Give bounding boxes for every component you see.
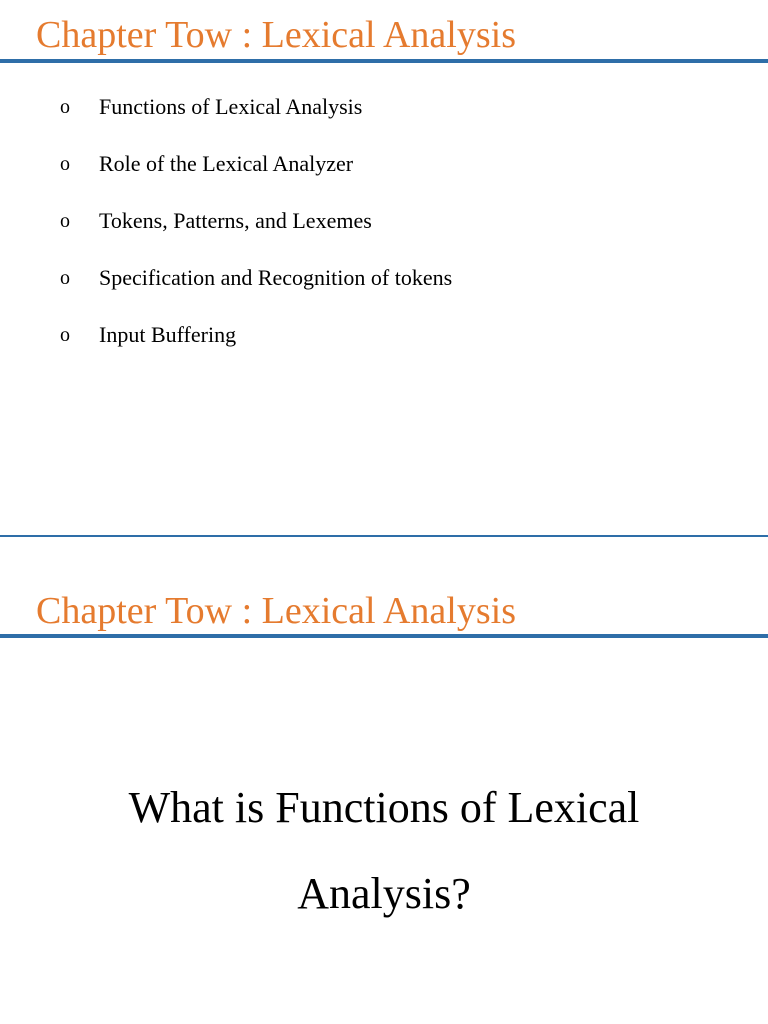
- bullet-marker: o: [60, 210, 70, 232]
- question-line: What is Functions of Lexical: [128, 783, 640, 832]
- bullet-marker: o: [60, 96, 70, 118]
- question-line: Analysis?: [297, 869, 471, 918]
- slide-2: [0, 537, 768, 1024]
- bullet-text: Tokens, Patterns, and Lexemes: [99, 208, 372, 233]
- bullet-text: Specification and Recognition of tokens: [99, 265, 453, 290]
- slide-title: Chapter Tow : Lexical Analysis: [36, 590, 516, 632]
- bullet-text: Role of the Lexical Analyzer: [99, 151, 354, 176]
- bullet-marker: o: [60, 267, 70, 289]
- title-divider: [0, 634, 768, 638]
- bullet-text: Functions of Lexical Analysis: [99, 94, 363, 119]
- slide-question: [0, 765, 768, 937]
- bullet-text: Input Buffering: [99, 322, 237, 347]
- slide-title: Chapter Tow : Lexical Analysis: [36, 14, 516, 56]
- title-divider: [0, 59, 768, 63]
- bullet-marker: o: [60, 153, 70, 175]
- bullet-marker: o: [60, 324, 70, 346]
